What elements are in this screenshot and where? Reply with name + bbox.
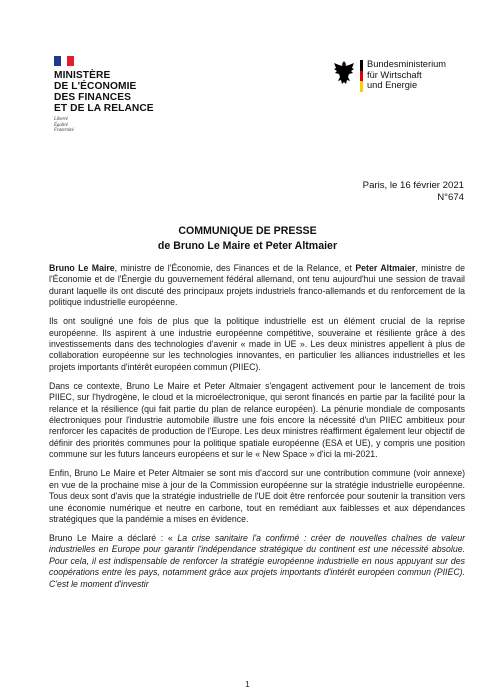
paragraph-1-text-a: , ministre de l'Économie, des Finances et de la Relance, et [114,263,356,273]
motto-egalite: Égalité [54,122,68,128]
french-motto [54,117,194,134]
french-ministry-line-2: DE L'ÉCONOMIE [54,81,137,92]
motto-liberte: Liberté [54,117,68,122]
name-le-maire: Bruno Le Maire [49,263,115,273]
french-ministry-line-1: MINISTÈRE [54,70,111,81]
page-number: 1 [245,679,250,689]
german-ministry-line-2: für Wirtschaft [367,69,422,80]
paragraph-4: Enfin, Bruno Le Maire et Peter Altmaier se sont mis d'accord sur une contribution commune (voir annexe) en vue de la prochaine mise à jour de la Commission européenne sur la stratégie industrielle européenne. Tous deux sont d'avis que la stratégie industrielle de l'UE doit être renforcée pour soutenir la transition vers une économie numérique et neutre en carbone, tout en remédiant aux faiblesses et aux dépendances stratégiques que la pandémie a mises en évidence. [49,468,465,524]
paragraph-3: Dans ce contexte, Bruno Le Maire et Peter Altmaier s'engagent activement pour le lancement de trois PIIEC, sur l'hydrogène, le cloud et la microélectronique, qui seront financés en partie par la facilité pour la relance et la résilience (qui fait partie du plan de relance européen). La pénurie mondiale de composants électroniques pour l'industrie automobile illustre une fois encore la nécessité d'un PIIEC ambitieux pour renforcer les capacités de production de l'Europe. Les deux ministres réaffirment également leur objectif de définir des priorités communes pour la politique spatiale européenne (ESA et UE), y compris une position commune sur les futurs lanceurs européens et sur le « New Space » d'ici la mi-2021. [49,380,465,460]
french-ministry-line-3: DES FINANCES [54,92,132,103]
quote-text: La crise sanitaire l'a confirmé : créer de nouvelles chaînes de valeur industrielles en Europe pour garantir l'indépendance stratégique du continent est une nécessité absolue. Pour cela, il est indispensable de renforcer la stratégie européenne industrielle en nous appuyant sur des coopérations entre les pays, notamment grâce aux projets importants d'intérêt européen commun (PIIEC). C'est le moment d'investir [49,532,465,589]
name-altmaier: Peter Altmaier [355,263,416,273]
german-flag-icon [360,60,363,92]
document-subtitle: de Bruno Le Maire et Peter Altmaier [157,240,338,252]
marianne-flag-icon [54,56,74,66]
press-release-number: N°674 [437,192,464,204]
paragraph-1 [49,263,465,309]
paragraph-5 [49,533,465,590]
german-ministry-line-1: Bundesministerium [367,59,447,69]
dateline [363,180,464,205]
paragraph-2: Ils ont souligné une fois de plus que la politique industrielle est un élément crucial de la reprise européenne. Ils aspirent à une industrie européenne compétitive, souveraine et résiliente grâce à des investissements dans des technologies d'avenir « made in UE ». Les deux ministres appellent à plus de collaboration européenne sur les technologies innovantes, en particulier les alliances industrielles et les projets importants d'intérêt européen commun (PIIEC). [49,316,465,372]
paragraph-1-text-b: , ministre de l'Économie et de l'Énergie du gouvernement fédéral allemand, ont tenu aujourd'hui une session de travail durant laquelle ils ont discuté des principaux projets industriels franco-allemands et du renforcement de la politique industrielle européenne. [49,263,465,308]
quote-lead: Bruno Le Maire a déclaré : « [49,532,178,543]
document-body [49,263,465,597]
motto-fraternite: Fraternité [54,128,74,134]
german-ministry-logo [333,60,468,96]
place-date: Paris, le 16 février 2021 [362,180,464,191]
federal-eagle-icon [333,60,355,86]
german-ministry-line-3: und Energie [367,80,418,90]
german-ministry-name [367,59,446,91]
document-title: COMMUNIQUE DE PRESSE [178,225,317,237]
french-ministry-logo [54,56,194,134]
french-ministry-line-4: ET DE LA RELANCE [54,103,154,114]
